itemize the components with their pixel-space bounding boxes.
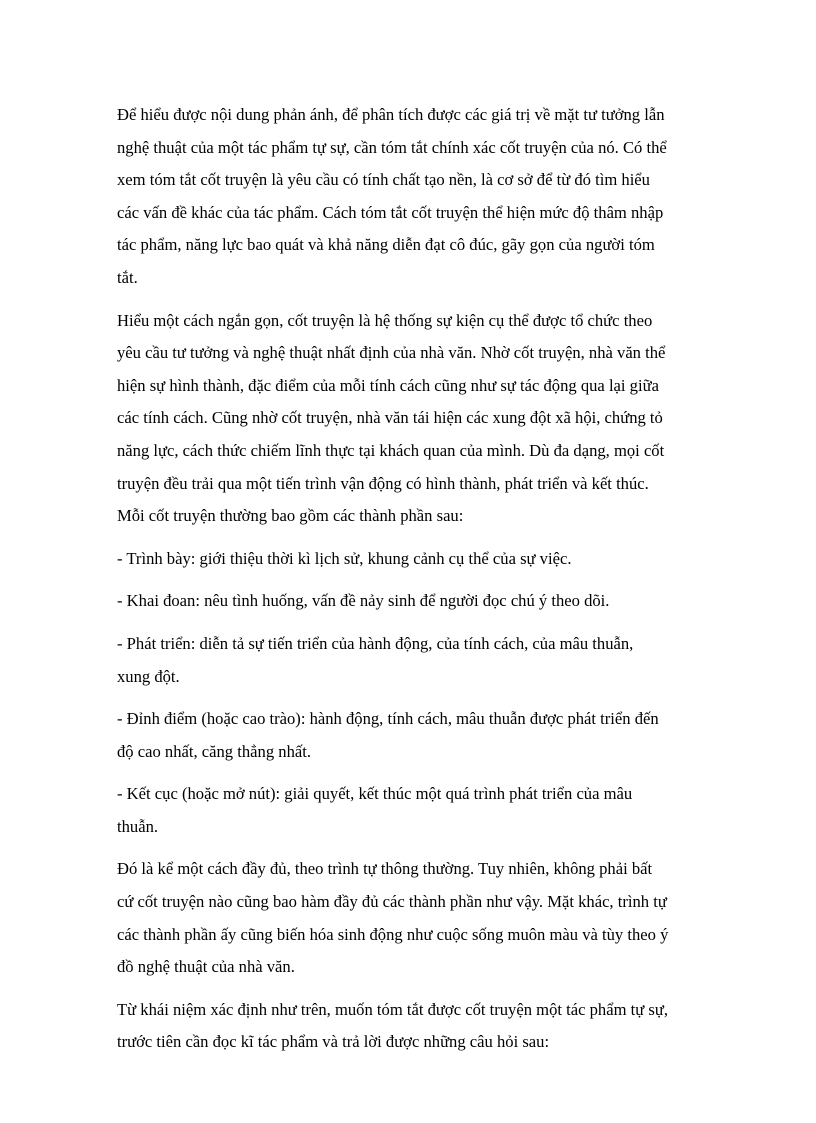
text-line: độ cao nhất, căng thẳng nhất. — [117, 741, 311, 761]
text-line: xung đột. — [117, 666, 180, 686]
text-line: Đó là kể một cách đầy đủ, theo trình tự thông thường. Tuy nhiên, không phải bất — [117, 859, 653, 879]
list-item-phat-trien — [117, 628, 720, 693]
text-line: Hiểu một cách ngắn gọn, cốt truyện là hệ thống sự kiện cụ thể được tổ chức theo — [117, 310, 653, 330]
text-line: tác phẩm, năng lực bao quát và khả năng diễn đạt cô đúc, gãy gọn của người tóm — [117, 235, 655, 255]
text-line: Từ khái niệm xác định như trên, muốn tóm tắt được cốt truyện một tác phẩm tự sự, — [117, 999, 668, 1019]
text-line: hiện sự hình thành, đặc điểm của mỗi tính cách cũng như sự tác động qua lại giữa — [117, 375, 659, 395]
text-line: Mỗi cốt truyện thường bao gồm các thành phần sau: — [117, 506, 464, 526]
text-line: các tính cách. Cũng nhờ cốt truyện, nhà văn tái hiện các xung đột xã hội, chứng tỏ — [117, 408, 663, 428]
text-line: năng lực, cách thức chiếm lĩnh thực tại khách quan của mình. Dù đa dạng, mọi cốt — [117, 440, 665, 460]
list-item-trinh-bay — [117, 543, 720, 576]
paragraph-intro — [117, 99, 720, 295]
text-line: - Đỉnh điểm (hoặc cao trào): hành động, tính cách, mâu thuẫn được phát triển đến — [117, 709, 659, 729]
text-line: các thành phần ấy cũng biến hóa sinh động như cuộc sống muôn màu và tùy theo ý — [117, 924, 669, 944]
paragraph-variation — [117, 853, 720, 983]
text-line: yêu cầu tư tưởng và nghệ thuật nhất định của nhà văn. Nhờ cốt truyện, nhà văn thể — [117, 343, 666, 363]
list-item-khai-doan — [117, 585, 720, 618]
text-line: trước tiên cần đọc kĩ tác phẩm và trả lời được những câu hỏi sau: — [117, 1032, 550, 1052]
text-line: tắt. — [117, 267, 138, 287]
list-item-dinh-diem — [117, 703, 720, 768]
list-item-ket-cuc — [117, 778, 720, 843]
paragraph-definition — [117, 305, 720, 533]
text-line: các vấn đề khác của tác phẩm. Cách tóm tắt cốt truyện thể hiện mức độ thâm nhập — [117, 202, 664, 222]
text-line: đồ nghệ thuật của nhà văn. — [117, 957, 295, 977]
text-line: - Trình bày: giới thiệu thời kì lịch sử, khung cảnh cụ thể của sự việc. — [117, 548, 572, 568]
paragraph-conclusion — [117, 994, 720, 1059]
text-line: - Khai đoan: nêu tình huống, vấn đề nảy sinh để người đọc chú ý theo dõi. — [117, 591, 610, 611]
text-line: truyện đều trải qua một tiến trình vận động có hình thành, phát triển và kết thúc. — [117, 473, 649, 493]
text-line: - Kết cục (hoặc mở nút): giải quyết, kết thúc một quá trình phát triển của mâu — [117, 784, 633, 804]
text-line: xem tóm tắt cốt truyện là yêu cầu có tính chất tạo nền, là cơ sở để từ đó tìm hiểu — [117, 170, 650, 190]
text-line: Để hiểu được nội dung phản ánh, để phân tích được các giá trị về mặt tư tưởng lẫn — [117, 105, 665, 124]
text-line: thuẫn. — [117, 816, 159, 836]
text-line: cứ cốt truyện nào cũng bao hàm đầy đủ các thành phần như vậy. Mặt khác, trình tự — [117, 892, 667, 912]
text-line: - Phát triển: diễn tả sự tiến triển của hành động, của tính cách, của mâu thuẫn, — [117, 633, 634, 653]
text-line: nghệ thuật của một tác phẩm tự sự, cần tóm tắt chính xác cốt truyện của nó. Có thể — [117, 137, 667, 157]
